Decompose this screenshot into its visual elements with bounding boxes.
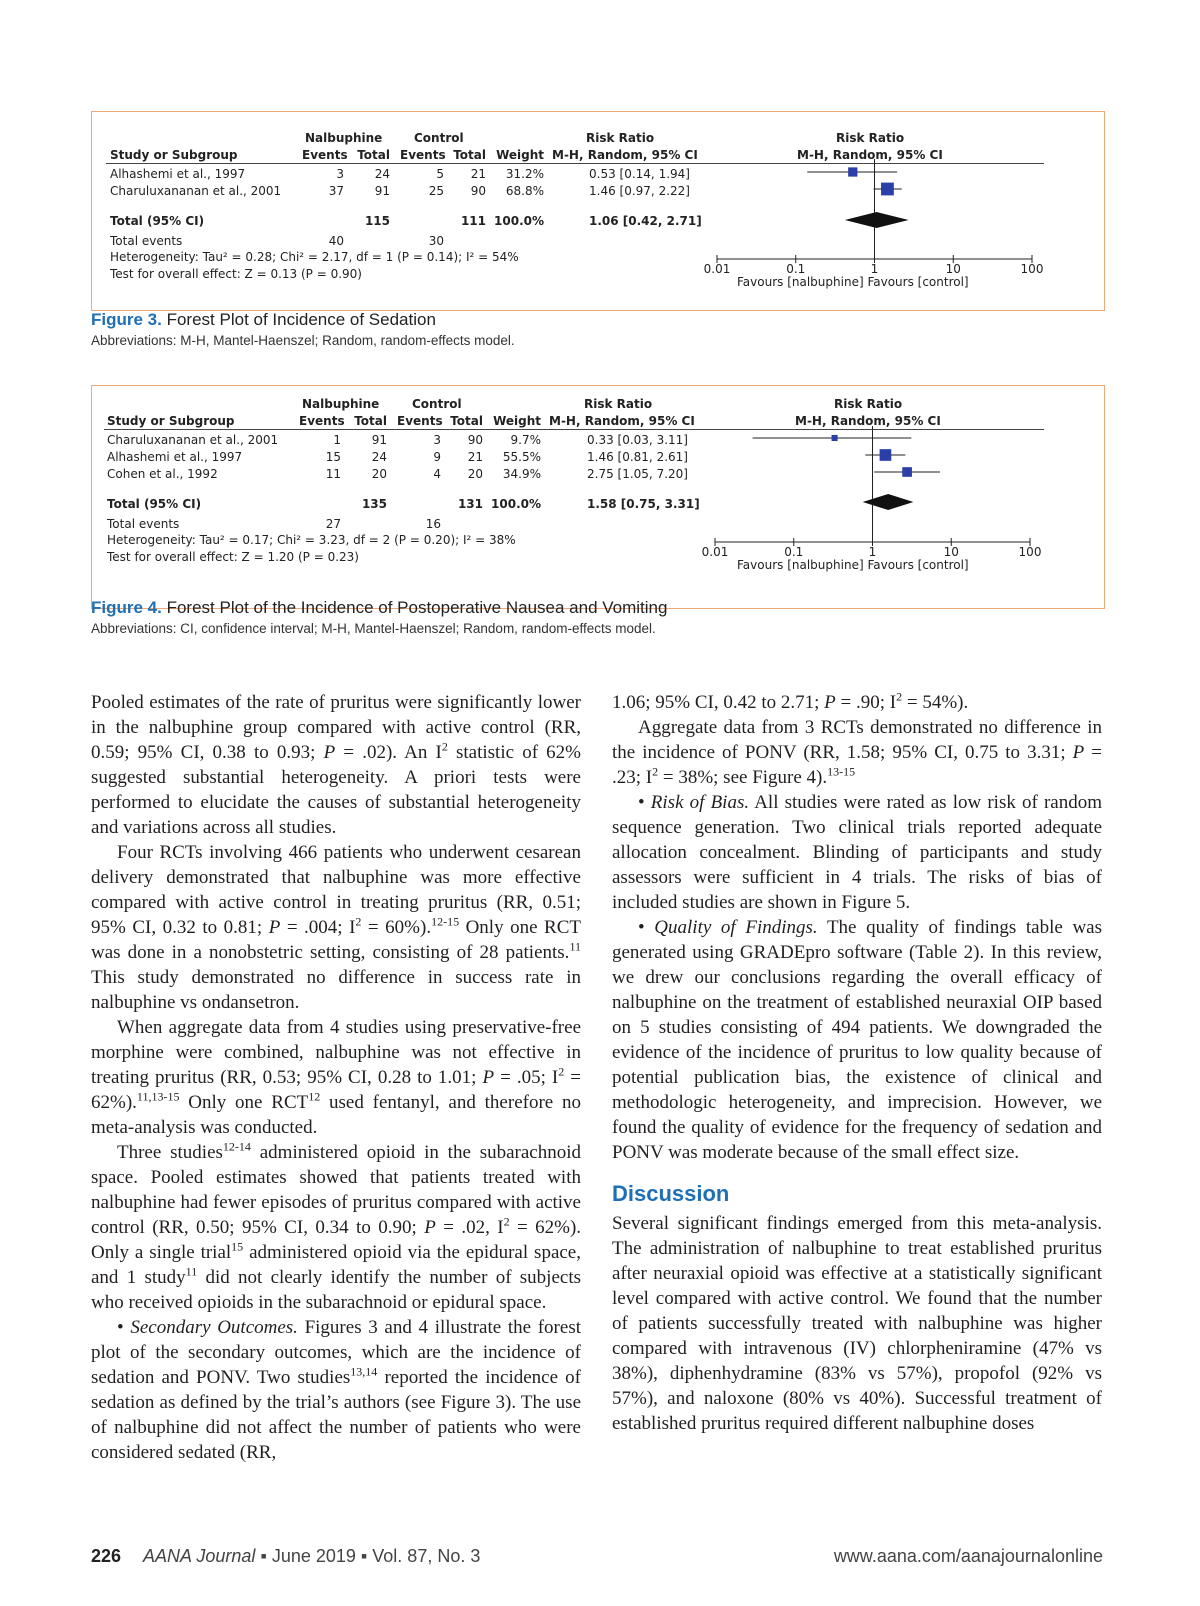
forest-plot-svg — [702, 112, 1047, 302]
total2-col-header: Total — [453, 148, 486, 162]
study-point-estimate — [832, 435, 838, 441]
caption-text: Forest Plot of the Incidence of Postoperative Nausea and Vomiting — [166, 598, 668, 617]
paragraph: • Risk of Bias. All studies were rated as low risk of random sequence generation. Two clinical trials reported adequate allocation concealment. Blinding of participants and study assessors were sufficient in 4 trials. The risks of bias of included studies are shown in Figure 5. — [612, 792, 1102, 913]
caption-title — [91, 310, 515, 330]
weight: 68.8% — [505, 184, 544, 198]
journal-name: AANA Journal — [143, 1546, 256, 1566]
events2-col-header: Events — [397, 414, 443, 428]
overall-effect-stat: Test for overall effect: Z = 1.20 (P = 0.23) — [107, 550, 359, 564]
total-weight: 100.0% — [494, 214, 544, 228]
study-col-header: Study or Subgroup — [110, 148, 238, 162]
axis-tick-label: 1 — [868, 545, 877, 559]
figure-4-forest-plot — [91, 385, 1105, 609]
events1: 37 — [328, 184, 344, 198]
weight-col-header: Weight — [496, 148, 544, 162]
heterogeneity-stat: Heterogeneity: Tau² = 0.17; Chi² = 3.23, df = 2 (P = 0.20); I² = 38% — [107, 533, 516, 547]
risk-ratio-ci: 0.33 [0.03, 3.11] — [587, 433, 688, 447]
favours-label: Favours [nalbuphine] Favours [control] — [737, 275, 969, 289]
body-column-right — [612, 690, 1102, 1436]
total-ci: 1.06 [0.42, 2.71] — [589, 214, 702, 228]
events2: 25 — [428, 184, 444, 198]
axis-tick-label: 100 — [1020, 262, 1044, 276]
group2-header: Control — [414, 131, 464, 145]
axis-tick-label: 0.1 — [784, 545, 804, 559]
events2: 9 — [433, 450, 441, 464]
total-ci: 1.58 [0.75, 3.31] — [587, 497, 700, 511]
total1: 91 — [374, 184, 390, 198]
risk-ratio-ci: 2.75 [1.05, 7.20] — [587, 467, 688, 481]
group1-header: Nalbuphine — [302, 397, 380, 411]
total1-col-header: Total — [357, 148, 390, 162]
paragraph: Aggregate data from 3 RCTs demonstrated no difference in the incidence of PONV (RR, 1.58; 95% CI, 0.75 to 3.31; P = .23; $I^2 = 38\%$; see Figure 4).$^{13-15}$ — [612, 717, 1102, 788]
section-heading-discussion: Discussion — [612, 1181, 730, 1206]
axis-tick-label: 0.01 — [701, 545, 729, 559]
total-label: Total (95% CI) — [110, 214, 205, 228]
group1-header: Nalbuphine — [305, 131, 383, 145]
pooled-estimate-diamond — [863, 494, 914, 510]
study-name: Charuluxananan et al., 2001 — [107, 433, 279, 447]
study-name: Charuluxananan et al., 2001 — [110, 184, 282, 198]
study-name: Cohen et al., 1992 — [107, 467, 218, 481]
total1: 20 — [371, 467, 387, 481]
caption-title — [91, 598, 667, 618]
run-in-heading: Quality of Findings. — [654, 917, 818, 938]
events-label: Total events — [107, 517, 180, 531]
total2: 21 — [470, 167, 486, 181]
study-point-estimate — [880, 449, 892, 461]
method-col-header: M-H, Random, 95% CI — [549, 414, 695, 428]
weight: 9.7% — [510, 433, 541, 447]
total1-sum: 115 — [364, 214, 390, 228]
pooled-estimate-diamond — [845, 212, 909, 228]
run-in-heading: Risk of Bias. — [650, 792, 750, 813]
plot-method-header: M-H, Random, 95% CI — [797, 148, 943, 162]
events1-sum: 27 — [325, 517, 341, 531]
caption-abbreviations: Abbreviations: CI, confidence interval; M-H, Mantel-Haenszel; Random, random-effects model. — [91, 621, 656, 636]
group2-header: Control — [412, 397, 462, 411]
events2: 4 — [433, 467, 441, 481]
events1: 11 — [325, 467, 341, 481]
axis-tick-label: 10 — [943, 545, 959, 559]
study-name: Alhashemi et al., 1997 — [107, 450, 243, 464]
run-in-heading: Secondary Outcomes. — [130, 1317, 298, 1338]
study-point-estimate — [881, 183, 894, 196]
risk-ratio-ci: 1.46 [0.81, 2.61] — [587, 450, 688, 464]
paragraph: 1.06; 95% CI, 0.42 to 2.71; P = .90; $I^2 = 54\%$). — [612, 689, 969, 713]
forest-plot-svg — [700, 386, 1045, 586]
weight-col-header: Weight — [493, 414, 541, 428]
total2: 20 — [467, 467, 483, 481]
total1-col-header: Total — [354, 414, 387, 428]
total2-col-header: Total — [450, 414, 483, 428]
figure-3-caption — [91, 310, 515, 348]
paragraph: • Secondary Outcomes. Figures 3 and 4 illustrate the forest plot of the secondary outcomes, which are the incidence of sedation and PONV. Two studies$^{13,14}$ reported the incidence of sedation as defined by the trial’s authors (see Figure 3). The use of nalbuphine did not affect the number of patients who were considered sedated (RR, — [91, 1317, 581, 1463]
study-point-estimate — [902, 467, 912, 477]
total2-sum: 131 — [457, 497, 483, 511]
plot-header: Risk Ratio — [836, 131, 905, 145]
total1: 24 — [374, 167, 390, 181]
axis-tick-label: 0.01 — [703, 262, 731, 276]
events1: 15 — [325, 450, 341, 464]
paragraph: Four RCTs involving 466 patients who underwent cesarean delivery demonstrated that nalbuphine was more effective compared with active control in treating pruritus (RR, 0.51; 95% CI, 0.32 to 0.81; P = .004; $I^2 = 60\%).^{12-15}$ Only one RCT was done in a nonobstetric setting, consisting of 28 patients.$^{11}$ This study demonstrated no difference in success rate in nalbuphine vs ondansetron. — [91, 842, 581, 1013]
total-label: Total (95% CI) — [107, 497, 202, 511]
total2: 90 — [470, 184, 486, 198]
overall-effect-stat: Test for overall effect: Z = 0.13 (P = 0.90) — [110, 267, 362, 281]
events2-sum: 16 — [425, 517, 441, 531]
weight: 55.5% — [502, 450, 541, 464]
events1-col-header: Events — [299, 414, 345, 428]
heterogeneity-stat: Heterogeneity: Tau² = 0.28; Chi² = 2.17, df = 1 (P = 0.14); I² = 54% — [110, 250, 519, 264]
events1-col-header: Events — [302, 148, 348, 162]
axis-tick-label: 1 — [870, 262, 879, 276]
caption-label: Figure 3. — [91, 310, 162, 329]
total2: 21 — [467, 450, 483, 464]
axis-tick-label: 0.1 — [786, 262, 806, 276]
total1: 91 — [371, 433, 387, 447]
events2: 3 — [433, 433, 441, 447]
figure-4-caption — [91, 598, 667, 636]
risk-ratio-ci: 0.53 [0.14, 1.94] — [589, 167, 690, 181]
risk-ratio-ci: 1.46 [0.97, 2.22] — [589, 184, 690, 198]
caption-label: Figure 4. — [91, 598, 162, 617]
total1-sum: 135 — [361, 497, 387, 511]
total1: 24 — [371, 450, 387, 464]
caption-text: Forest Plot of Incidence of Sedation — [166, 310, 436, 329]
axis-tick-label: 100 — [1018, 545, 1042, 559]
events2: 5 — [436, 167, 444, 181]
body-column-left — [91, 690, 581, 1465]
total2: 90 — [467, 433, 483, 447]
study-col-header: Study or Subgroup — [107, 414, 235, 428]
total-weight: 100.0% — [491, 497, 541, 511]
events1-sum: 40 — [328, 234, 344, 248]
paragraph: When aggregate data from 4 studies using preservative-free morphine were combined, nalbuphine was not effective in treating pruritus (RR, 0.53; 95% CI, 0.28 to 1.01; P = .05; $I^2 = 62\%).^{11,13-15}$ Only one RCT$^{12}$ used fentanyl, and therefore no meta-analysis was conducted. — [91, 1017, 582, 1138]
study-point-estimate — [848, 167, 857, 176]
weight: 31.2% — [505, 167, 544, 181]
journal-issue: ▪ June 2019 ▪ Vol. 87, No. 3 — [255, 1546, 481, 1566]
journal-url: www.aana.com/aanajournalonline — [833, 1546, 1103, 1566]
favours-label: Favours [nalbuphine] Favours [control] — [737, 558, 969, 572]
events-label: Total events — [110, 234, 183, 248]
forest-table — [92, 112, 1104, 310]
weight: 34.9% — [502, 467, 541, 481]
plot-header: Risk Ratio — [834, 397, 903, 411]
plot-method-header: M-H, Random, 95% CI — [795, 414, 941, 428]
total2-sum: 111 — [460, 214, 486, 228]
rr-header: Risk Ratio — [584, 397, 653, 411]
figure-3-forest-plot — [91, 111, 1105, 311]
events2-sum: 30 — [428, 234, 444, 248]
events2-col-header: Events — [400, 148, 446, 162]
paragraph: Several significant findings emerged from this meta-analysis. The administration of nalbuphine to treat established pruritus after neuraxial opioid was effective at a statistically significant level compared with active control. We found that the number of patients successfully treated with nalbuphine was higher compared with intravenous (IV) chlorpheniramine (47% vs 38%), diphenhydramine (83% vs 57%), propofol (92% vs 57%), and naloxone (80% vs 40%). Successful treatment of established pruritus required different nalbuphine doses — [612, 1213, 1102, 1434]
page-footer — [91, 1546, 1103, 1567]
rr-header: Risk Ratio — [586, 131, 655, 145]
forest-table — [92, 386, 1104, 608]
paragraph: Three studies$^{12-14}$ administered opioid in the subarachnoid space. Pooled estimates showed that patients treated with nalbuphine had fewer episodes of pruritus compared with active control (RR, 0.50; 95% CI, 0.34 to 0.90; P = .02, $I^2 = 62\%$). Only a single trial$^{15}$ administered opioid via the epidural space, and 1 study$^{11}$ did not clearly identify the number of subjects who received opioids in the subarachnoid or epidural space. — [91, 1139, 582, 1313]
events1: 1 — [333, 433, 341, 447]
axis-tick-label: 10 — [945, 262, 961, 276]
paragraph: • Quality of Findings. The quality of findings table was generated using GRADEpro software (Table 2). In this review, we drew our conclusions regarding the overall efficacy of nalbuphine on the treatment of established neuraxial OIP based on 5 studies consisting of 494 patients. We downgraded the evidence of the incidence of pruritus to low quality because of potential publication bias, the existence of clinical and methodologic heterogeneity, and imprecision. However, we found the quality of evidence for the frequency of sedation and PONV was moderate because of the small effect size. — [612, 917, 1103, 1163]
paragraph: Pooled estimates of the rate of pruritus were significantly lower in the nalbuphine group compared with active control (RR, 0.59; 95% CI, 0.38 to 0.93; P = .02). An $I^2$ statistic of 62% suggested substantial heterogeneity. A priori tests were performed to elucidate the causes of substantial heterogeneity and variations across all studies. — [91, 692, 582, 838]
study-name: Alhashemi et al., 1997 — [110, 167, 246, 181]
method-col-header: M-H, Random, 95% CI — [552, 148, 698, 162]
events1: 3 — [336, 167, 344, 181]
page-number: 226 — [91, 1546, 122, 1566]
caption-abbreviations: Abbreviations: M-H, Mantel-Haenszel; Random, random-effects model. — [91, 333, 515, 348]
